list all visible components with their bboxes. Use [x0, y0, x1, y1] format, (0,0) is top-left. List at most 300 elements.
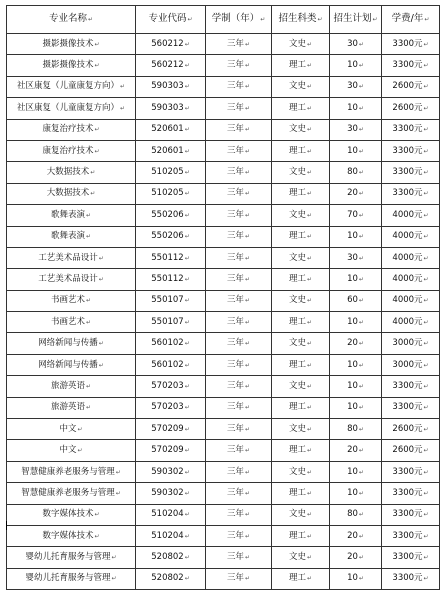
cell-tuition — [382, 247, 440, 268]
paragraph-mark: ↵ — [244, 211, 251, 219]
cell-major-name — [7, 568, 136, 589]
paragraph-mark: ↵ — [244, 361, 251, 369]
cell-major-name — [7, 333, 136, 354]
paragraph-mark: ↵ — [306, 532, 313, 540]
cell-category — [272, 419, 330, 440]
cell-major-code — [136, 226, 206, 247]
table-row — [7, 376, 440, 397]
cell-text: 3300元 — [392, 380, 423, 391]
cell-text: 三年 — [226, 466, 244, 477]
cell-duration — [206, 483, 272, 504]
cell-quota — [330, 312, 382, 333]
paragraph-mark: ↵ — [306, 382, 313, 390]
cell-text: 工艺美术品设计 — [38, 252, 98, 263]
paragraph-mark: ↵ — [358, 83, 364, 91]
header-major-code: 专业代码↵ — [136, 6, 206, 34]
cell-quota — [330, 461, 382, 482]
cell-text: 中文 — [59, 445, 77, 456]
cell-text: 3300元 — [392, 167, 423, 178]
cell-category — [272, 547, 330, 568]
cell-duration — [206, 440, 272, 461]
paragraph-mark: ↵ — [244, 275, 251, 283]
cell-text: 550112 — [151, 273, 184, 284]
cell-text: 560212 — [151, 38, 184, 49]
cell-text: 文史 — [288, 124, 306, 135]
cell-quota — [330, 397, 382, 418]
cell-text: 2600元 — [392, 423, 423, 434]
paragraph-mark: ↵ — [423, 62, 429, 70]
cell-duration — [206, 312, 272, 333]
cell-major-code — [136, 312, 206, 333]
cell-text: 520802 — [151, 552, 184, 563]
table-body — [7, 34, 440, 590]
paragraph-mark: ↵ — [184, 382, 190, 390]
cell-major-name — [7, 504, 136, 525]
cell-text: 社区康复（儿童康复方向） — [16, 81, 119, 92]
cell-quota — [330, 333, 382, 354]
paragraph-mark: ↵ — [184, 275, 190, 283]
cell-tuition — [382, 461, 440, 482]
cell-category — [272, 183, 330, 204]
cell-text: 570203 — [151, 402, 184, 413]
cell-text: 理工 — [288, 445, 306, 456]
cell-quota — [330, 547, 382, 568]
paragraph-mark: ↵ — [358, 340, 364, 348]
cell-text: 3300元 — [392, 124, 423, 135]
paragraph-mark: ↵ — [98, 275, 104, 283]
cell-category — [272, 162, 330, 183]
paragraph-mark: ↵ — [306, 254, 313, 262]
cell-major-name — [7, 205, 136, 226]
cell-tuition — [382, 333, 440, 354]
paragraph-mark: ↵ — [306, 126, 313, 134]
cell-major-name — [7, 269, 136, 290]
table-row — [7, 76, 440, 97]
paragraph-mark: ↵ — [306, 447, 313, 455]
paragraph-mark: ↵ — [358, 297, 364, 305]
paragraph-mark: ↵ — [184, 169, 190, 177]
paragraph-mark: ↵ — [423, 532, 429, 540]
cell-text: 3000元 — [392, 338, 423, 349]
cell-major-name — [7, 440, 136, 461]
paragraph-mark: ↵ — [423, 233, 429, 241]
cell-text: 3300元 — [392, 509, 423, 520]
cell-text: 网络新闻与传播 — [38, 359, 98, 370]
paragraph-mark: ↵ — [184, 126, 190, 134]
cell-text: 摄影摄像技术 — [42, 60, 94, 71]
cell-text: 三年 — [226, 509, 244, 520]
header-duration: 学制（年）↵ — [206, 6, 272, 34]
cell-quota — [330, 290, 382, 311]
paragraph-mark: ↵ — [306, 489, 313, 497]
paragraph-mark: ↵ — [306, 275, 313, 283]
table-row — [7, 354, 440, 375]
cell-text: 理工 — [288, 60, 306, 71]
paragraph-mark: ↵ — [85, 382, 92, 390]
cell-major-name — [7, 162, 136, 183]
paragraph-mark: ↵ — [184, 233, 190, 241]
cell-text: 书画艺术 — [50, 316, 85, 327]
cell-text: 4000元 — [392, 273, 423, 284]
cell-text: 智慧健康养老服务与管理 — [21, 466, 115, 477]
cell-text: 文史 — [288, 38, 306, 49]
paragraph-mark: ↵ — [184, 425, 190, 433]
cell-text: 4000元 — [392, 316, 423, 327]
paragraph-mark: ↵ — [244, 554, 251, 562]
cell-text: 3300元 — [392, 402, 423, 413]
paragraph-mark: ↵ — [423, 447, 429, 455]
cell-text: 理工 — [288, 359, 306, 370]
cell-text: 三年 — [226, 530, 244, 541]
cell-category — [272, 376, 330, 397]
cell-tuition — [382, 440, 440, 461]
table-row — [7, 269, 440, 290]
cell-category — [272, 312, 330, 333]
paragraph-mark: ↵ — [423, 340, 429, 348]
cell-text: 2600元 — [392, 102, 423, 113]
cell-text: 旅游英语 — [50, 380, 85, 391]
paragraph-mark: ↵ — [244, 233, 251, 241]
cell-text: 网络新闻与传播 — [38, 338, 98, 349]
cell-tuition — [382, 290, 440, 311]
paragraph-mark: ↵ — [358, 254, 364, 262]
cell-quota — [330, 34, 382, 55]
paragraph-mark: ↵ — [306, 340, 313, 348]
paragraph-mark: ↵ — [306, 147, 313, 155]
cell-text: 三年 — [226, 167, 244, 178]
cell-text: 2600元 — [392, 81, 423, 92]
paragraph-mark: ↵ — [306, 190, 313, 198]
table-row — [7, 419, 440, 440]
paragraph-mark: ↵ — [358, 147, 364, 155]
paragraph-mark: ↵ — [244, 575, 251, 583]
cell-text: 婴幼儿托育服务与管理 — [25, 552, 111, 563]
cell-text: 30 — [347, 81, 358, 92]
paragraph-mark: ↵ — [423, 104, 429, 112]
cell-text: 文史 — [288, 209, 306, 220]
cell-major-name — [7, 312, 136, 333]
paragraph-mark: ↵ — [94, 62, 100, 70]
cell-text: 510205 — [151, 167, 184, 178]
cell-text: 大数据技术 — [46, 188, 90, 199]
paragraph-mark: ↵ — [77, 425, 83, 433]
paragraph-mark: ↵ — [423, 318, 429, 326]
cell-text: 10 — [347, 231, 358, 242]
cell-quota — [330, 568, 382, 589]
paragraph-mark: ↵ — [244, 511, 251, 519]
cell-category — [272, 119, 330, 140]
cell-tuition — [382, 269, 440, 290]
paragraph-mark: ↵ — [358, 190, 364, 198]
paragraph-mark: ↵ — [184, 361, 190, 369]
cell-quota — [330, 183, 382, 204]
cell-text: 理工 — [288, 316, 306, 327]
cell-text: 文史 — [288, 509, 306, 520]
paragraph-mark: ↵ — [423, 554, 429, 562]
cell-text: 560102 — [151, 359, 184, 370]
paragraph-mark: ↵ — [306, 425, 313, 433]
cell-duration — [206, 419, 272, 440]
cell-category — [272, 525, 330, 546]
cell-major-code — [136, 525, 206, 546]
cell-duration — [206, 397, 272, 418]
cell-text: 三年 — [226, 573, 244, 584]
paragraph-mark: ↵ — [244, 169, 251, 177]
cell-major-name — [7, 55, 136, 76]
table-row — [7, 483, 440, 504]
table-row — [7, 119, 440, 140]
paragraph-mark: ↵ — [98, 254, 104, 262]
cell-text: 2600元 — [392, 445, 423, 456]
cell-text: 三年 — [226, 273, 244, 284]
cell-text: 理工 — [288, 573, 306, 584]
cell-text: 590302 — [151, 466, 184, 477]
paragraph-mark: ↵ — [423, 404, 429, 412]
paragraph-mark: ↵ — [358, 211, 364, 219]
cell-quota — [330, 483, 382, 504]
cell-major-code — [136, 140, 206, 161]
table-row — [7, 525, 440, 546]
cell-major-name — [7, 247, 136, 268]
cell-text: 520601 — [151, 145, 184, 156]
paragraph-mark: ↵ — [184, 190, 190, 198]
paragraph-mark: ↵ — [358, 318, 364, 326]
cell-text: 560102 — [151, 338, 184, 349]
cell-major-name — [7, 376, 136, 397]
table-row — [7, 205, 440, 226]
paragraph-mark: ↵ — [358, 489, 364, 497]
table-row — [7, 162, 440, 183]
cell-text: 三年 — [226, 359, 244, 370]
text-cursor — [6, 521, 7, 530]
cell-major-code — [136, 354, 206, 375]
cell-duration — [206, 247, 272, 268]
cell-text: 中文 — [59, 423, 77, 434]
paragraph-mark: ↵ — [423, 511, 429, 519]
cell-tuition — [382, 183, 440, 204]
cell-text: 4000元 — [392, 209, 423, 220]
paragraph-mark: ↵ — [184, 40, 190, 48]
table-row — [7, 183, 440, 204]
cell-text: 文史 — [288, 552, 306, 563]
paragraph-mark: ↵ — [423, 468, 429, 476]
paragraph-mark: ↵ — [244, 104, 251, 112]
cell-text: 3300元 — [392, 530, 423, 541]
cell-text: 三年 — [226, 338, 244, 349]
paragraph-mark: ↵ — [184, 340, 190, 348]
paragraph-mark: ↵ — [423, 575, 429, 583]
paragraph-mark: ↵ — [306, 404, 313, 412]
cell-text: 3000元 — [392, 359, 423, 370]
cell-text: 10 — [347, 380, 358, 391]
cell-tuition — [382, 205, 440, 226]
paragraph-mark: ↵ — [423, 169, 429, 177]
table-row — [7, 247, 440, 268]
paragraph-mark: ↵ — [85, 318, 92, 326]
cell-text: 20 — [347, 445, 358, 456]
cell-duration — [206, 547, 272, 568]
paragraph-mark: ↵ — [85, 404, 92, 412]
paragraph-mark: ↵ — [423, 361, 429, 369]
cell-category — [272, 140, 330, 161]
cell-text: 三年 — [226, 231, 244, 242]
cell-text: 10 — [347, 316, 358, 327]
cell-major-name — [7, 119, 136, 140]
paragraph-mark: ↵ — [358, 575, 364, 583]
cell-quota — [330, 119, 382, 140]
cell-text: 理工 — [288, 273, 306, 284]
paragraph-mark: ↵ — [184, 318, 190, 326]
paragraph-mark: ↵ — [306, 318, 313, 326]
table-row — [7, 547, 440, 568]
cell-text: 520802 — [151, 573, 184, 584]
cell-text: 三年 — [226, 316, 244, 327]
cell-duration — [206, 98, 272, 119]
cell-text: 30 — [347, 124, 358, 135]
document-page — [6, 5, 439, 590]
cell-category — [272, 76, 330, 97]
cell-text: 文史 — [288, 338, 306, 349]
cell-text: 理工 — [288, 231, 306, 242]
cell-text: 10 — [347, 60, 358, 71]
paragraph-mark: ↵ — [90, 190, 96, 198]
cell-text: 560212 — [151, 60, 184, 71]
paragraph-mark: ↵ — [358, 62, 364, 70]
table-row — [7, 34, 440, 55]
table-row — [7, 312, 440, 333]
cell-text: 590302 — [151, 487, 184, 498]
cell-text: 大数据技术 — [46, 167, 90, 178]
paragraph-mark: ↵ — [306, 361, 313, 369]
cell-text: 三年 — [226, 38, 244, 49]
cell-tuition — [382, 162, 440, 183]
header-tuition: 学费/年↵ — [382, 6, 440, 34]
paragraph-mark: ↵ — [94, 40, 100, 48]
cell-major-code — [136, 98, 206, 119]
paragraph-mark: ↵ — [94, 511, 100, 519]
paragraph-mark: ↵ — [184, 83, 190, 91]
cell-text: 理工 — [288, 402, 306, 413]
cell-text: 80 — [347, 167, 358, 178]
cell-text: 3300元 — [392, 487, 423, 498]
paragraph-mark: ↵ — [184, 104, 190, 112]
cell-text: 3300元 — [392, 573, 423, 584]
cell-text: 30 — [347, 38, 358, 49]
cell-quota — [330, 504, 382, 525]
paragraph-mark: ↵ — [244, 126, 251, 134]
cell-quota — [330, 76, 382, 97]
paragraph-mark: ↵ — [244, 62, 251, 70]
cell-text: 590303 — [151, 81, 184, 92]
cell-quota — [330, 525, 382, 546]
table-row — [7, 440, 440, 461]
cell-duration — [206, 504, 272, 525]
cell-duration — [206, 354, 272, 375]
cell-major-code — [136, 568, 206, 589]
cell-duration — [206, 162, 272, 183]
cell-major-code — [136, 376, 206, 397]
paragraph-mark: ↵ — [244, 468, 251, 476]
cell-major-code — [136, 205, 206, 226]
cell-category — [272, 55, 330, 76]
cell-major-name — [7, 76, 136, 97]
header-category: 招生科类↵ — [272, 6, 330, 34]
paragraph-mark: ↵ — [358, 233, 364, 241]
cell-major-name — [7, 419, 136, 440]
paragraph-mark: ↵ — [184, 404, 190, 412]
cell-text: 文史 — [288, 380, 306, 391]
cell-text: 三年 — [226, 487, 244, 498]
paragraph-mark: ↵ — [423, 425, 429, 433]
cell-text: 20 — [347, 338, 358, 349]
paragraph-mark: ↵ — [94, 532, 100, 540]
cell-major-code — [136, 504, 206, 525]
cell-text: 三年 — [226, 124, 244, 135]
paragraph-mark: ↵ — [423, 211, 429, 219]
cell-text: 康复治疗技术 — [42, 145, 94, 156]
paragraph-mark: ↵ — [115, 489, 121, 497]
paragraph-mark: ↵ — [358, 40, 364, 48]
cell-duration — [206, 140, 272, 161]
cell-duration — [206, 76, 272, 97]
paragraph-mark: ↵ — [184, 554, 190, 562]
cell-text: 10 — [347, 273, 358, 284]
cell-text: 4000元 — [392, 231, 423, 242]
paragraph-mark: ↵ — [306, 511, 313, 519]
paragraph-mark: ↵ — [115, 468, 121, 476]
paragraph-mark: ↵ — [244, 404, 251, 412]
paragraph-mark: ↵ — [244, 83, 251, 91]
cell-text: 理工 — [288, 487, 306, 498]
paragraph-mark: ↵ — [306, 40, 313, 48]
cell-tuition — [382, 483, 440, 504]
cell-text: 书画艺术 — [50, 295, 85, 306]
cell-text: 文史 — [288, 466, 306, 477]
cell-major-name — [7, 483, 136, 504]
paragraph-mark: ↵ — [244, 382, 251, 390]
cell-category — [272, 98, 330, 119]
paragraph-mark: ↵ — [358, 447, 364, 455]
cell-text: 文史 — [288, 167, 306, 178]
header-quota: 招生计划↵ — [330, 6, 382, 34]
cell-major-name — [7, 397, 136, 418]
cell-text: 80 — [347, 509, 358, 520]
cell-text: 550206 — [151, 209, 184, 220]
cell-major-code — [136, 419, 206, 440]
cell-text: 590303 — [151, 102, 184, 113]
cell-text: 理工 — [288, 188, 306, 199]
cell-duration — [206, 183, 272, 204]
paragraph-mark: ↵ — [306, 468, 313, 476]
paragraph-mark: ↵ — [244, 340, 251, 348]
paragraph-mark: ↵ — [358, 104, 364, 112]
table-row — [7, 333, 440, 354]
cell-text: 4000元 — [392, 252, 423, 263]
cell-text: 10 — [347, 359, 358, 370]
cell-text: 理工 — [288, 145, 306, 156]
cell-text: 三年 — [226, 552, 244, 563]
cell-text: 570209 — [151, 423, 184, 434]
cell-major-code — [136, 34, 206, 55]
cell-quota — [330, 376, 382, 397]
cell-text: 10 — [347, 145, 358, 156]
cell-text: 3300元 — [392, 466, 423, 477]
paragraph-mark: ↵ — [423, 40, 429, 48]
paragraph-mark: ↵ — [423, 83, 429, 91]
cell-text: 3300元 — [392, 60, 423, 71]
cell-text: 三年 — [226, 445, 244, 456]
cell-text: 70 — [347, 209, 358, 220]
